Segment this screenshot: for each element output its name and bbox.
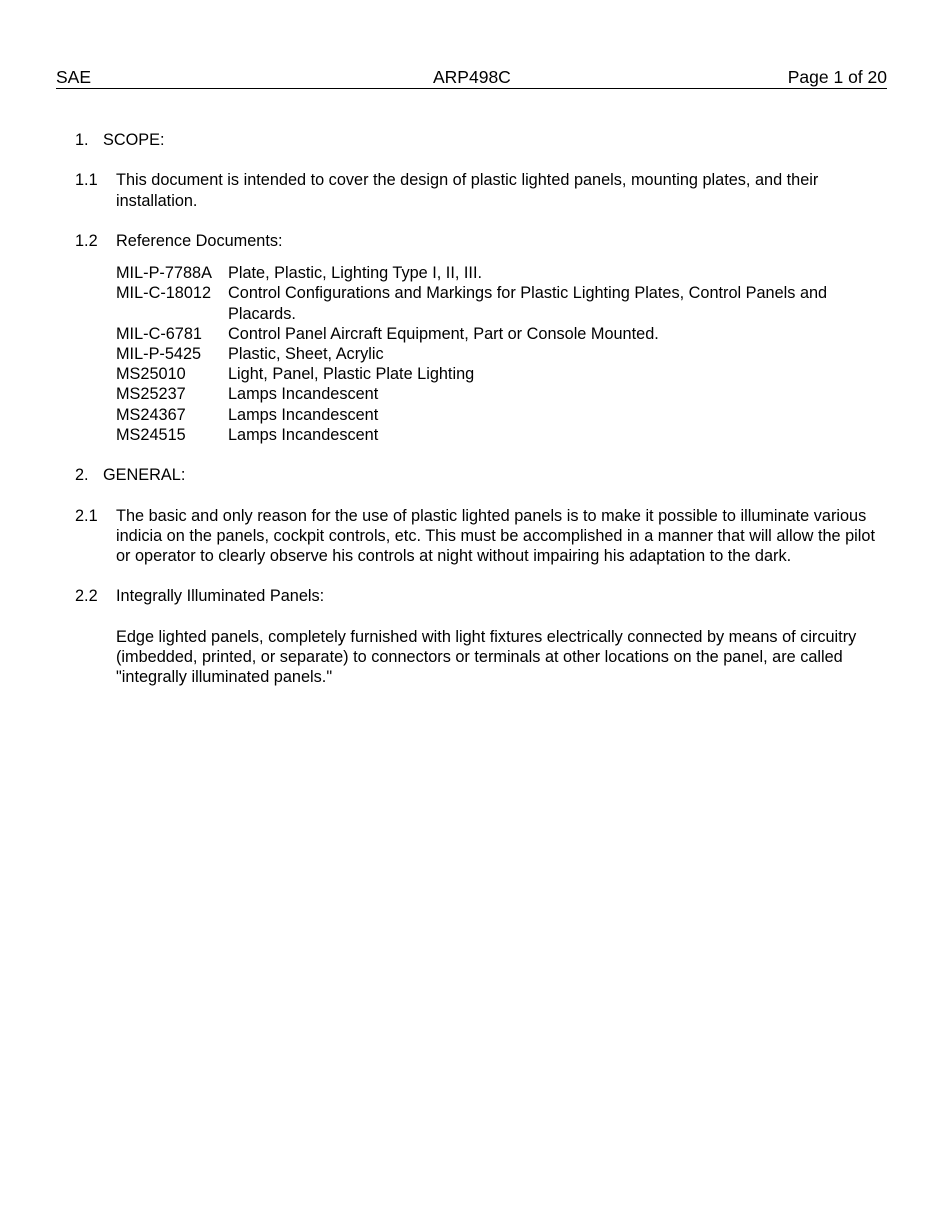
section-title: Integrally Illuminated Panels: [116, 587, 325, 606]
section-number: 2.2 [75, 587, 98, 606]
header-doc-number: ARP498C [433, 67, 511, 87]
section-title: GENERAL: [103, 466, 186, 485]
section-number: 1. [75, 131, 89, 149]
section-1-2-heading [0, 231, 950, 251]
document-body [0, 130, 950, 687]
reference-desc: Lamps Incandescent [228, 425, 379, 444]
reference-item [116, 384, 950, 404]
reference-item [116, 324, 950, 344]
reference-item [116, 425, 950, 445]
section-title: Reference Documents: [116, 231, 283, 250]
section-2-2-heading [0, 586, 950, 606]
section-text: This document is intended to cover the design of plastic lighted panels, mounting plates, and their installation. [116, 171, 819, 210]
reference-item [116, 405, 950, 425]
reference-desc: Plastic, Sheet, Acrylic [228, 345, 384, 363]
reference-code: MIL-P-7788A [116, 264, 212, 283]
reference-desc: Control Panel Aircraft Equipment, Part or Console Mounted. [228, 324, 659, 343]
reference-desc: Light, Panel, Plastic Plate Lighting [228, 365, 475, 384]
section-number: 2. [75, 466, 89, 485]
section-2-1 [0, 506, 950, 567]
section-2-2-paragraph: Edge lighted panels, completely furnished with light fixtures electrically connected by means of circuitry (imbedded, printed, or separate) to connectors or terminals at other locations on the panel, are called "integrally illuminated panels." [116, 627, 857, 687]
reference-item [116, 344, 950, 364]
reference-code: MS25237 [116, 385, 186, 404]
reference-item [116, 263, 950, 283]
page-header [56, 67, 887, 89]
reference-desc: Plate, Plastic, Lighting Type I, II, III. [228, 264, 482, 283]
section-2-heading [0, 465, 950, 485]
reference-code: MIL-C-6781 [116, 324, 202, 343]
header-org: SAE [56, 67, 92, 87]
section-number: 2.1 [75, 506, 98, 525]
section-1-1 [0, 170, 950, 210]
section-text: The basic and only reason for the use of plastic lighted panels is to make it possible to illuminate various indicia on the panels, cockpit controls, etc. This must be accomplished in a manner that will allow the pilot or operator to clearly observe his controls at night without impairing his adaptation to the dark. [116, 506, 875, 565]
reference-desc: Lamps Incandescent [228, 385, 379, 404]
header-page-number: Page 1 of 20 [787, 67, 887, 87]
reference-list [116, 263, 950, 445]
section-1-heading [0, 130, 950, 150]
reference-code: MIL-C-18012 [116, 284, 212, 303]
reference-code: MS24367 [116, 405, 186, 424]
section-number: 1.2 [75, 231, 98, 250]
reference-desc: Control Configurations and Markings for Plastic Lighting Plates, Control Panels and Placards. [228, 284, 828, 323]
reference-code: MS24515 [116, 425, 186, 444]
section-title: SCOPE: [103, 131, 165, 149]
reference-code: MS25010 [116, 365, 186, 384]
reference-desc: Lamps Incandescent [228, 405, 379, 424]
section-number: 1.1 [75, 171, 98, 190]
reference-code: MIL-P-5425 [116, 345, 202, 363]
reference-item [116, 283, 950, 323]
reference-item [116, 364, 950, 384]
